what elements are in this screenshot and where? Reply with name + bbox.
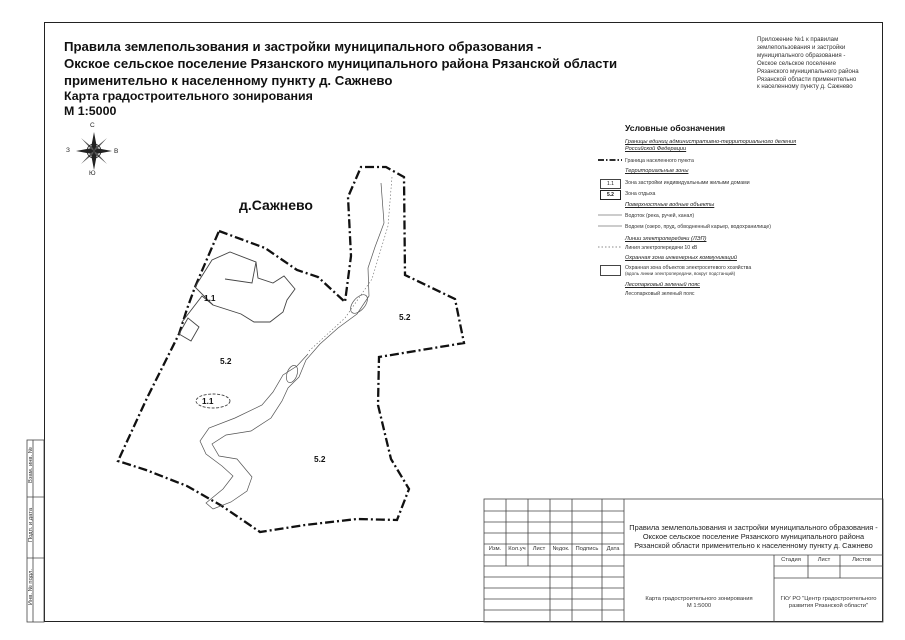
stamp-col-header: №док.: [552, 546, 570, 552]
title-line-1: Правила землепользования и застройки муниципального образования -: [64, 39, 542, 54]
legend-item: Лесопарковый зеленый пояс: [625, 291, 695, 297]
side-label: Инв. № подл.: [28, 568, 34, 606]
legend-heading: Границы единиц административно-территориального деления: [625, 139, 797, 145]
stamp-org-line: развития Рязанской области": [788, 603, 869, 609]
legend-heading: Линии электропередачи (ЛЭП): [625, 236, 707, 242]
title-line-2: Окское сельское поселение Рязанского муниципального района Рязанской области: [64, 56, 618, 71]
stamp-title: [626, 523, 881, 550]
side-label: Взам. инв. №: [28, 447, 34, 483]
zone-label: 1.1: [202, 396, 214, 406]
legend-item: Водоток (река, ручей, канал): [625, 213, 695, 219]
legend-heading: Территориальные зоны: [625, 168, 689, 174]
stamp-stage-header: Стадия: [781, 557, 801, 563]
compass-south: Ю: [89, 170, 96, 177]
appendix-line: Рязанской области применительно: [757, 75, 857, 83]
legend-heading: Лесопарковый зеленый пояс: [625, 282, 700, 288]
stamp-organization: [774, 596, 883, 610]
title-line-3: применительно к населенному пункту д. Сажнево: [64, 73, 393, 88]
legend-heading: Российской Федерации: [625, 146, 687, 152]
zone-label: 5.2: [314, 454, 326, 464]
stamp-sheet-name: [624, 596, 774, 610]
stamp-title-line: Рязанской области применительно к населенному пункту д. Сажнево: [634, 541, 873, 550]
legend-item: Зона отдыха: [625, 191, 656, 197]
compass-east: В: [114, 148, 119, 155]
stamp-col-header: Лист: [532, 546, 546, 552]
legend-item: Граница населенного пункта: [625, 158, 694, 164]
compass-west: З: [66, 147, 70, 154]
stamp-col-header: Дата: [606, 546, 620, 552]
legend-heading: Поверхностные водные объекты: [625, 202, 715, 208]
village-name: д.Сажнево: [239, 197, 313, 213]
stamp-col-header: Подпись: [575, 546, 599, 552]
stamp-sheet-line: М 1:5000: [686, 603, 712, 609]
stamp-title-line: Окское сельское поселение Рязанского муниципального района: [642, 532, 865, 541]
stamp-col-header: Изм.: [488, 546, 502, 552]
appendix-line: Окское сельское поселение: [757, 59, 836, 67]
side-label: Подп. и дата: [28, 507, 34, 543]
stamp-org-line: ГКУ РО "Центр градостроительного: [780, 596, 877, 602]
legend-item: (вдоль линии электропередачи, вокруг подстанций): [625, 271, 736, 276]
stamp-stage-header: Лист: [817, 557, 831, 563]
stamp-stage-header: Листов: [852, 557, 871, 563]
zone-label: 5.2: [220, 356, 232, 366]
appendix-line: к населенному пункту д. Сажнево: [757, 83, 853, 91]
compass-north: С: [90, 122, 95, 129]
legend-item: Водоем (озеро, пруд, обводненный карьер, водохранилище): [625, 224, 772, 230]
stamp-col-header: Кол.уч: [508, 546, 526, 552]
appendix-line: муниципального образования -: [757, 51, 846, 59]
zone-5-2-symbol: 5.2: [600, 190, 621, 200]
map-scale: М 1:5000: [64, 104, 117, 118]
appendix-line: землепользования и застройки: [757, 43, 846, 51]
stamp-title-line: Правила землепользования и застройки муниципального образования -: [629, 523, 878, 532]
appendix-line: Приложение №1 к правилам: [757, 36, 839, 43]
legend-item: Охранная зона объектов электросетевого хозяйства: [625, 265, 752, 271]
appendix-line: Рязанского муниципального района: [757, 67, 859, 75]
zone-label: 5.2: [399, 312, 411, 322]
legend-item: Линия электропередачи 10 кВ: [625, 245, 698, 251]
map-title: Карта градостроительного зонирования: [64, 89, 313, 103]
legend-title: Условные обозначения: [625, 123, 726, 133]
zone-label: 1.1: [204, 293, 216, 303]
zone-1-1-symbol: 1.1: [600, 179, 621, 189]
legend-item: Зона застройки индивидуальными жилыми домами: [625, 180, 750, 186]
stamp-sheet-line: Карта градостроительного зонирования: [645, 596, 753, 602]
legend-heading: Охранная зона инженерных коммуникаций: [625, 255, 737, 261]
